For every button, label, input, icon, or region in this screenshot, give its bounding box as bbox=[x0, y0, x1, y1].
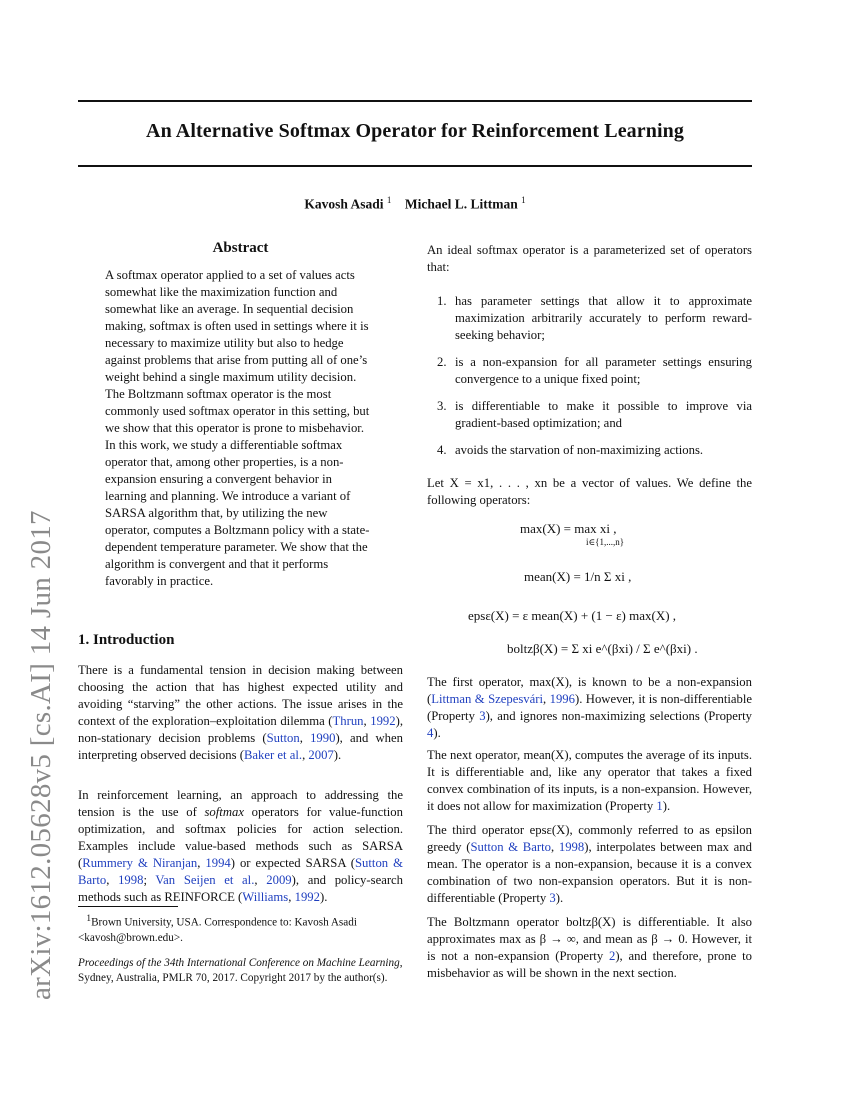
author-affil-mark: 1 bbox=[386, 195, 392, 205]
intro-paragraph-1: There is a fundamental tension in decision making between choosing the action that has highest expected utility and avoiding “starving” the other actions. The issue arises in the context of the exploration–exploitation dilemma (Thrun, 1992), non-stationary decision problems (Sutton, 1990), and when interpreting observed decisions (Baker et al., 2007). bbox=[78, 663, 404, 762]
property-ref-link[interactable]: 4 bbox=[427, 726, 434, 740]
property-ref-link[interactable]: 3 bbox=[479, 709, 486, 723]
paragraph-boltzmann-operator: The Boltzmann operator boltzβ(X) is differentiable. It also approximates max as β → ∞, and mean as β → 0. However, it is not a non-expansion (Property 2), and therefore, prone to misbehavior as will be shown in the next section. bbox=[427, 915, 752, 980]
list-item: 3. is differentiable to make it possible to improve via gradient-based optimization; and bbox=[437, 399, 752, 430]
list-item: 1. has parameter settings that allow it to approximate maximization arbitrarily accurately to perform reward-seeking behavior; bbox=[437, 294, 752, 342]
property-ref-link[interactable]: 1 bbox=[656, 799, 663, 813]
citation-link[interactable]: Rummery & Niranjan bbox=[82, 856, 198, 870]
equation-max: max(X) = max xi , i∈{1,...,n} bbox=[520, 521, 625, 547]
property-ref-link[interactable]: 2 bbox=[608, 949, 616, 963]
citation-link[interactable]: Van Seijen et al. bbox=[155, 873, 255, 887]
equation-mean: mean(X) = 1/n Σ xi , bbox=[524, 569, 632, 584]
citation-year-link[interactable]: 1996 bbox=[549, 692, 575, 706]
list-item: 4. avoids the starvation of non-maximizing actions. bbox=[437, 443, 704, 457]
equation-eps: epsε(X) = ε mean(X) + (1 − ε) max(X) , bbox=[468, 608, 677, 623]
property-intro: An ideal softmax operator is a parameterized set of operators that: bbox=[427, 243, 752, 274]
title-top-rule bbox=[78, 100, 752, 102]
author-affil-mark: 1 bbox=[521, 195, 526, 205]
author-list bbox=[78, 195, 752, 213]
arxiv-stamp: arXiv:1612.05628v5 [cs.AI] 14 Jun 2017 bbox=[25, 510, 57, 1000]
citation-year-link[interactable]: 1994 bbox=[205, 856, 231, 870]
paper-title: An Alternative Softmax Operator for Reinforcement Learning bbox=[146, 120, 684, 142]
footnote-affiliation: $^1$Brown University, USA. Correspondence to: Kavosh Asadi <kavosh@brown.edu>. bbox=[78, 914, 357, 944]
equation-max-subscript: i∈{1,...,n} bbox=[586, 537, 625, 547]
footnote-proceedings: Proceedings of the 34th International Conference on Machine Learning, Sydney, Australia, PMLR 70, 2017. Copyright 2017 by the author(s). bbox=[78, 957, 403, 984]
author-name: Michael L. Littman bbox=[404, 196, 518, 212]
title-bottom-rule bbox=[78, 165, 752, 167]
paragraph-eps-operator: The third operator epsε(X), commonly referred to as epsilon greedy (Sutton & Barto, 1998), interpolates between max and mean. The operator is a non-expansion, because it is a convex combination of two non-expansion operators. But it is non-differentiable (Property 3). bbox=[427, 823, 752, 905]
section-heading-introduction: 1. Introduction bbox=[78, 632, 175, 648]
citation-link[interactable]: Sutton & Barto bbox=[78, 856, 403, 887]
citation-link[interactable]: Sutton bbox=[266, 731, 300, 745]
citation-link[interactable]: Baker et al. bbox=[243, 748, 303, 762]
emphasis: softmax bbox=[204, 805, 244, 819]
footnote-rule bbox=[78, 906, 178, 907]
citation-year-link[interactable]: 1990 bbox=[310, 731, 336, 745]
citation-year-link[interactable]: 1992 bbox=[370, 714, 396, 728]
intro-paragraph-2: In reinforcement learning, an approach to addressing the tension is the use of softmax operators for value-function optimization, and softmax policies for action selection. Examples include value-based methods such as SARSA (Rummery & Niranjan, 1994) or expected SARSA (Sutton & Barto, 1998; Van Seijen et al., 2009), and policy-search methods such as REINFORCE (Williams, 1992). bbox=[78, 788, 404, 904]
citation-year-link[interactable]: 2007 bbox=[308, 748, 334, 762]
citation-link[interactable]: Williams bbox=[242, 890, 289, 904]
citation-link[interactable]: Thrun bbox=[332, 714, 364, 728]
equation-boltz: boltzβ(X) = Σ xi e^(βxi) / Σ e^(βxi) . bbox=[507, 641, 698, 656]
citation-year-link[interactable]: 2009 bbox=[266, 873, 292, 887]
abstract-text: A softmax operator applied to a set of values acts somewhat like the maximization function and somewhat like an average. In sequential decision making, softmax is often used in settings where it is necessary to maximize utility but also to hedge against problems that arise from putting all of one’s weight behind a single maximum utility decision. The Boltzmann softmax operator is the most commonly used softmax operator in this setting, but we show that this operator is prone to misbehavior. In this work, we study a differentiable softmax operator that, among other properties, is a non-expansion ensuring a convergent behavior in learning and planning. We introduce a variant of SARSA algorithm that, by utilizing the new operator, computes a Boltzmann policy with a state-dependent temperature parameter. We show that the algorithm is convergent and that it performs favorably in practice. bbox=[105, 268, 370, 588]
citation-year-link[interactable]: 1992 bbox=[294, 890, 320, 904]
abstract-heading: Abstract bbox=[212, 240, 269, 256]
property-ref-link[interactable]: 3 bbox=[549, 891, 556, 905]
list-item: 2. is a non-expansion for all parameter settings ensuring convergence to a unique fixed point; bbox=[437, 355, 752, 386]
paragraph-max-operator: The first operator, max(X), is known to be a non-expansion (Littman & Szepesvári, 1996). However, it is non-differentiable (Property 3), and ignores non-maximizing selections (Property 4). bbox=[427, 675, 753, 740]
author-name: Kavosh Asadi bbox=[304, 196, 384, 212]
citation-year-link[interactable]: 1998 bbox=[558, 840, 585, 854]
paragraph-mean-operator: The next operator, mean(X), computes the average of its inputs. It is differentiable and, like any operator that takes a fixed convex combination of its inputs, is a non-expansion. However, it does not allow for maximization (Property 1). bbox=[427, 748, 752, 813]
citation-year-link[interactable]: 1998 bbox=[118, 873, 144, 887]
citation-link[interactable]: Littman & Szepesvári bbox=[431, 692, 544, 706]
vector-definition: Let X = x1, . . . , xn be a vector of values. We define the following operators: bbox=[427, 476, 752, 507]
citation-link[interactable]: Sutton & Barto bbox=[470, 840, 551, 854]
property-list bbox=[437, 293, 752, 459]
